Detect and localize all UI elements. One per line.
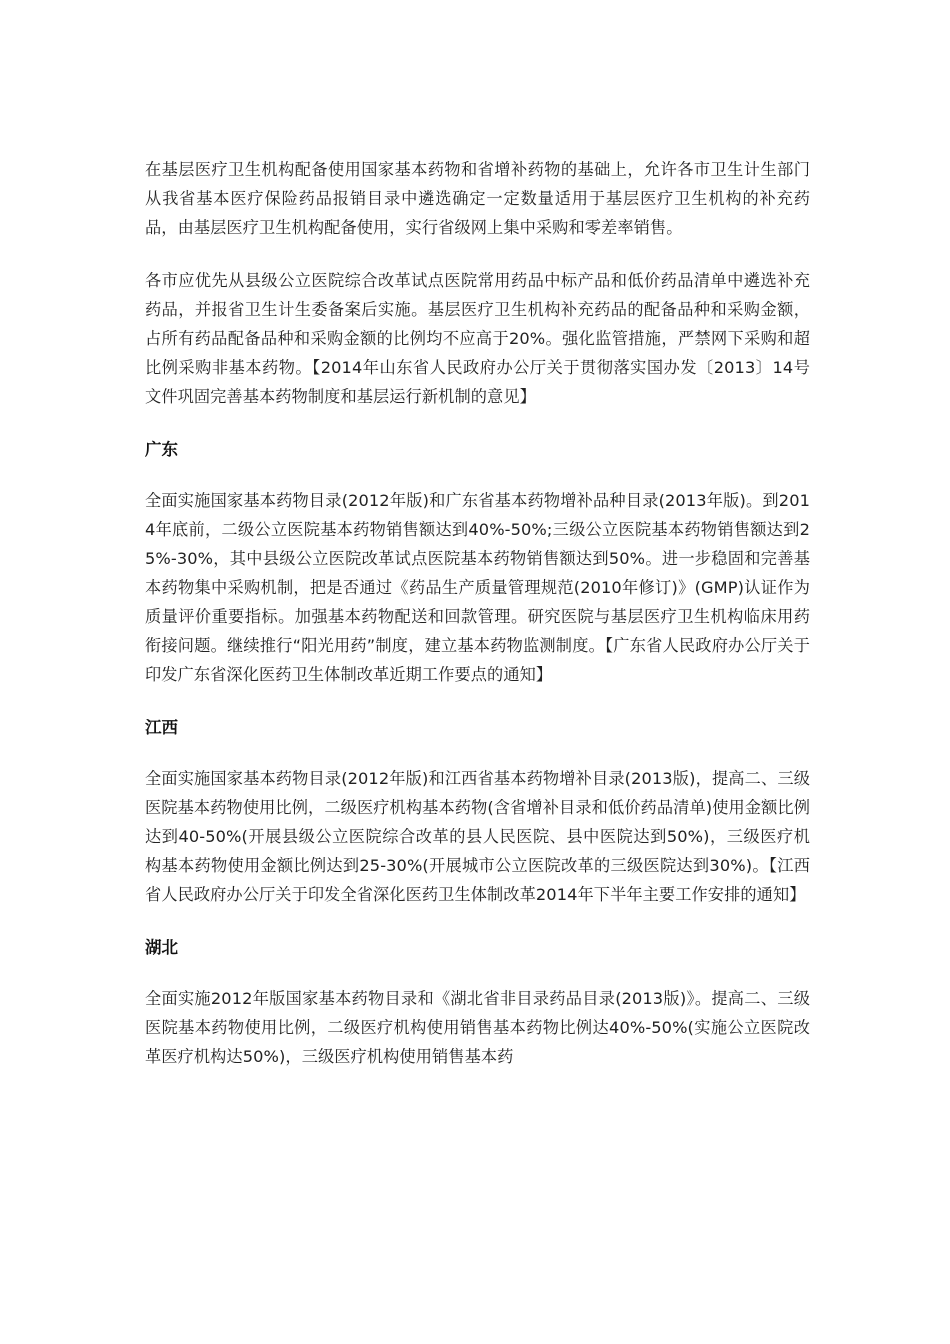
paragraph-shandong-policy: 各市应优先从县级公立医院综合改革试点医院常用药品中标产品和低价药品清单中遴选补充药品，并报省卫生计生委备案后实施。基层医疗卫生机构补充药品的配备品种和采购金额，占所有药品配备品种和采购金额的比例均不应高于20%。强化监管措施，严禁网下采购和超比例采购非基本药物。【2014年山东省人民政府办公厅关于贯彻落实国办发〔2013〕14号文件巩固完善基本药物制度和基层运行新机制的意见】: [145, 271, 810, 406]
section-heading-jiangxi: 江西: [145, 718, 178, 737]
paragraph-base-level-supplementary-drugs: 在基层医疗卫生机构配备使用国家基本药物和省增补药物的基础上，允许各市卫生计生部门从我省基本医疗保险药品报销目录中遴选确定一定数量适用于基层医疗卫生机构的补充药品，由基层医疗卫生机构配备使用，实行省级网上集中采购和零差率销售。: [145, 160, 810, 237]
paragraph-hubei-policy: 全面实施2012年版国家基本药物目录和《湖北省非目录药品目录(2013版)》。提高二、三级医院基本药物使用比例，二级医疗机构使用销售基本药物比例达40%-50%(实施公立医院改革医疗机构达50%)，三级医疗机构使用销售基本药: [145, 989, 810, 1066]
paragraph-jiangxi-policy: 全面实施国家基本药物目录(2012年版)和江西省基本药物增补目录(2013版)，提高二、三级医院基本药物使用比例，二级医疗机构基本药物(含省增补目录和低价药品清单)使用金额比例达到40-50%(开展县级公立医院综合改革的县人民医院、县中医院达到50%)，三级医疗机构基本药物使用金额比例达到25-30%(开展城市公立医院改革的三级医院达到30%)。【江西省人民政府办公厅关于印发全省深化医药卫生体制改革2014年下半年主要工作安排的通知】: [145, 769, 810, 904]
paragraph-guangdong-policy: 全面实施国家基本药物目录(2012年版)和广东省基本药物增补品种目录(2013年版)。到2014年底前，二级公立医院基本药物销售额达到40%-50%;三级公立医院基本药物销售额达到25%-30%，其中县级公立医院改革试点医院基本药物销售额达到50%。进一步稳固和完善基本药物集中采购机制，把是否通过《药品生产质量管理规范(2010年修订)》(GMP)认证作为质量评价重要指标。加强基本药物配送和回款管理。研究医院与基层医疗卫生机构临床用药衔接问题。继续推行“阳光用药”制度，建立基本药物监测制度。【广东省人民政府办公厅关于印发广东省深化医药卫生体制改革近期工作要点的通知】: [145, 491, 810, 684]
section-heading-guangdong: 广东: [145, 440, 178, 459]
document-body: [145, 155, 810, 1095]
section-heading-hubei: 湖北: [145, 938, 178, 957]
